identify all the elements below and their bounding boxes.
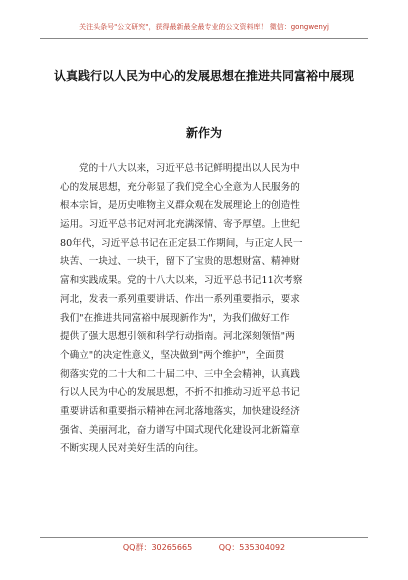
body-line: 党的十八大以来，习近平总书记鲜明提出以人民为中 (79, 163, 300, 174)
body-line: 根本宗旨，是历史唯物主义群众观在发展理论上的创造性 (60, 200, 300, 212)
body-line: 强省、美丽河北，奋力谱写中国式现代化建设河北新篇章 (60, 424, 300, 436)
body-line: 块苦、一块过、一块干，留下了宝贵的思想财富、精神财 (60, 256, 300, 268)
body-line: 我们"在推进共同富裕中展现新作为"，为我们做好工作 (60, 312, 290, 324)
page-footer (0, 542, 408, 553)
body-line: 彻落实党的二十大和二十届二中、三中全会精神，认真践 (60, 368, 300, 380)
footer-qq: QQ：535304092 (218, 543, 286, 552)
header-divider (40, 38, 368, 39)
document-title-line-1: 认真践行以人民为中心的发展思想在推进共同富裕中展现 (53, 69, 354, 83)
body-line: 80年代，习近平总书记在正定县工作期间，与正定人民一 (60, 237, 303, 249)
body-line: 个确立"的决定性意义，坚决做到"两个维护"，全面贯 (60, 349, 285, 361)
body-line: 提供了强大思想引领和科学行动指南。河北深刻领悟"两 (60, 331, 295, 343)
document-body (60, 160, 360, 459)
body-line: 行以人民为中心的发展思想，不折不扣推动习近平总书记 (60, 387, 300, 399)
page-header-banner: 关注头条号"公文研究"，获得最新最全最专业的公文资料库！ 微信：gongwenyj (79, 23, 329, 31)
footer-divider (40, 537, 368, 538)
body-line: 心的发展思想，充分彰显了我们党全心全意为人民服务的 (60, 181, 300, 193)
document-title-line-2: 新作为 (185, 126, 222, 140)
body-line: 富和实践成果。党的十八大以来，习近平总书记11次考察 (60, 275, 303, 287)
body-line: 河北，发表一系列重要讲话、作出一系列重要指示，要求 (60, 293, 300, 305)
body-line: 不断实现人民对美好生活的向往。 (60, 443, 204, 455)
body-line: 运用。习近平总书记对河北充满深情、寄予厚望。上世纪 (60, 219, 300, 231)
body-line: 重要讲话和重要指示精神在河北落地落实，加快建设经济 (60, 405, 300, 417)
footer-qq-group: QQ群：30265665 (122, 543, 193, 552)
